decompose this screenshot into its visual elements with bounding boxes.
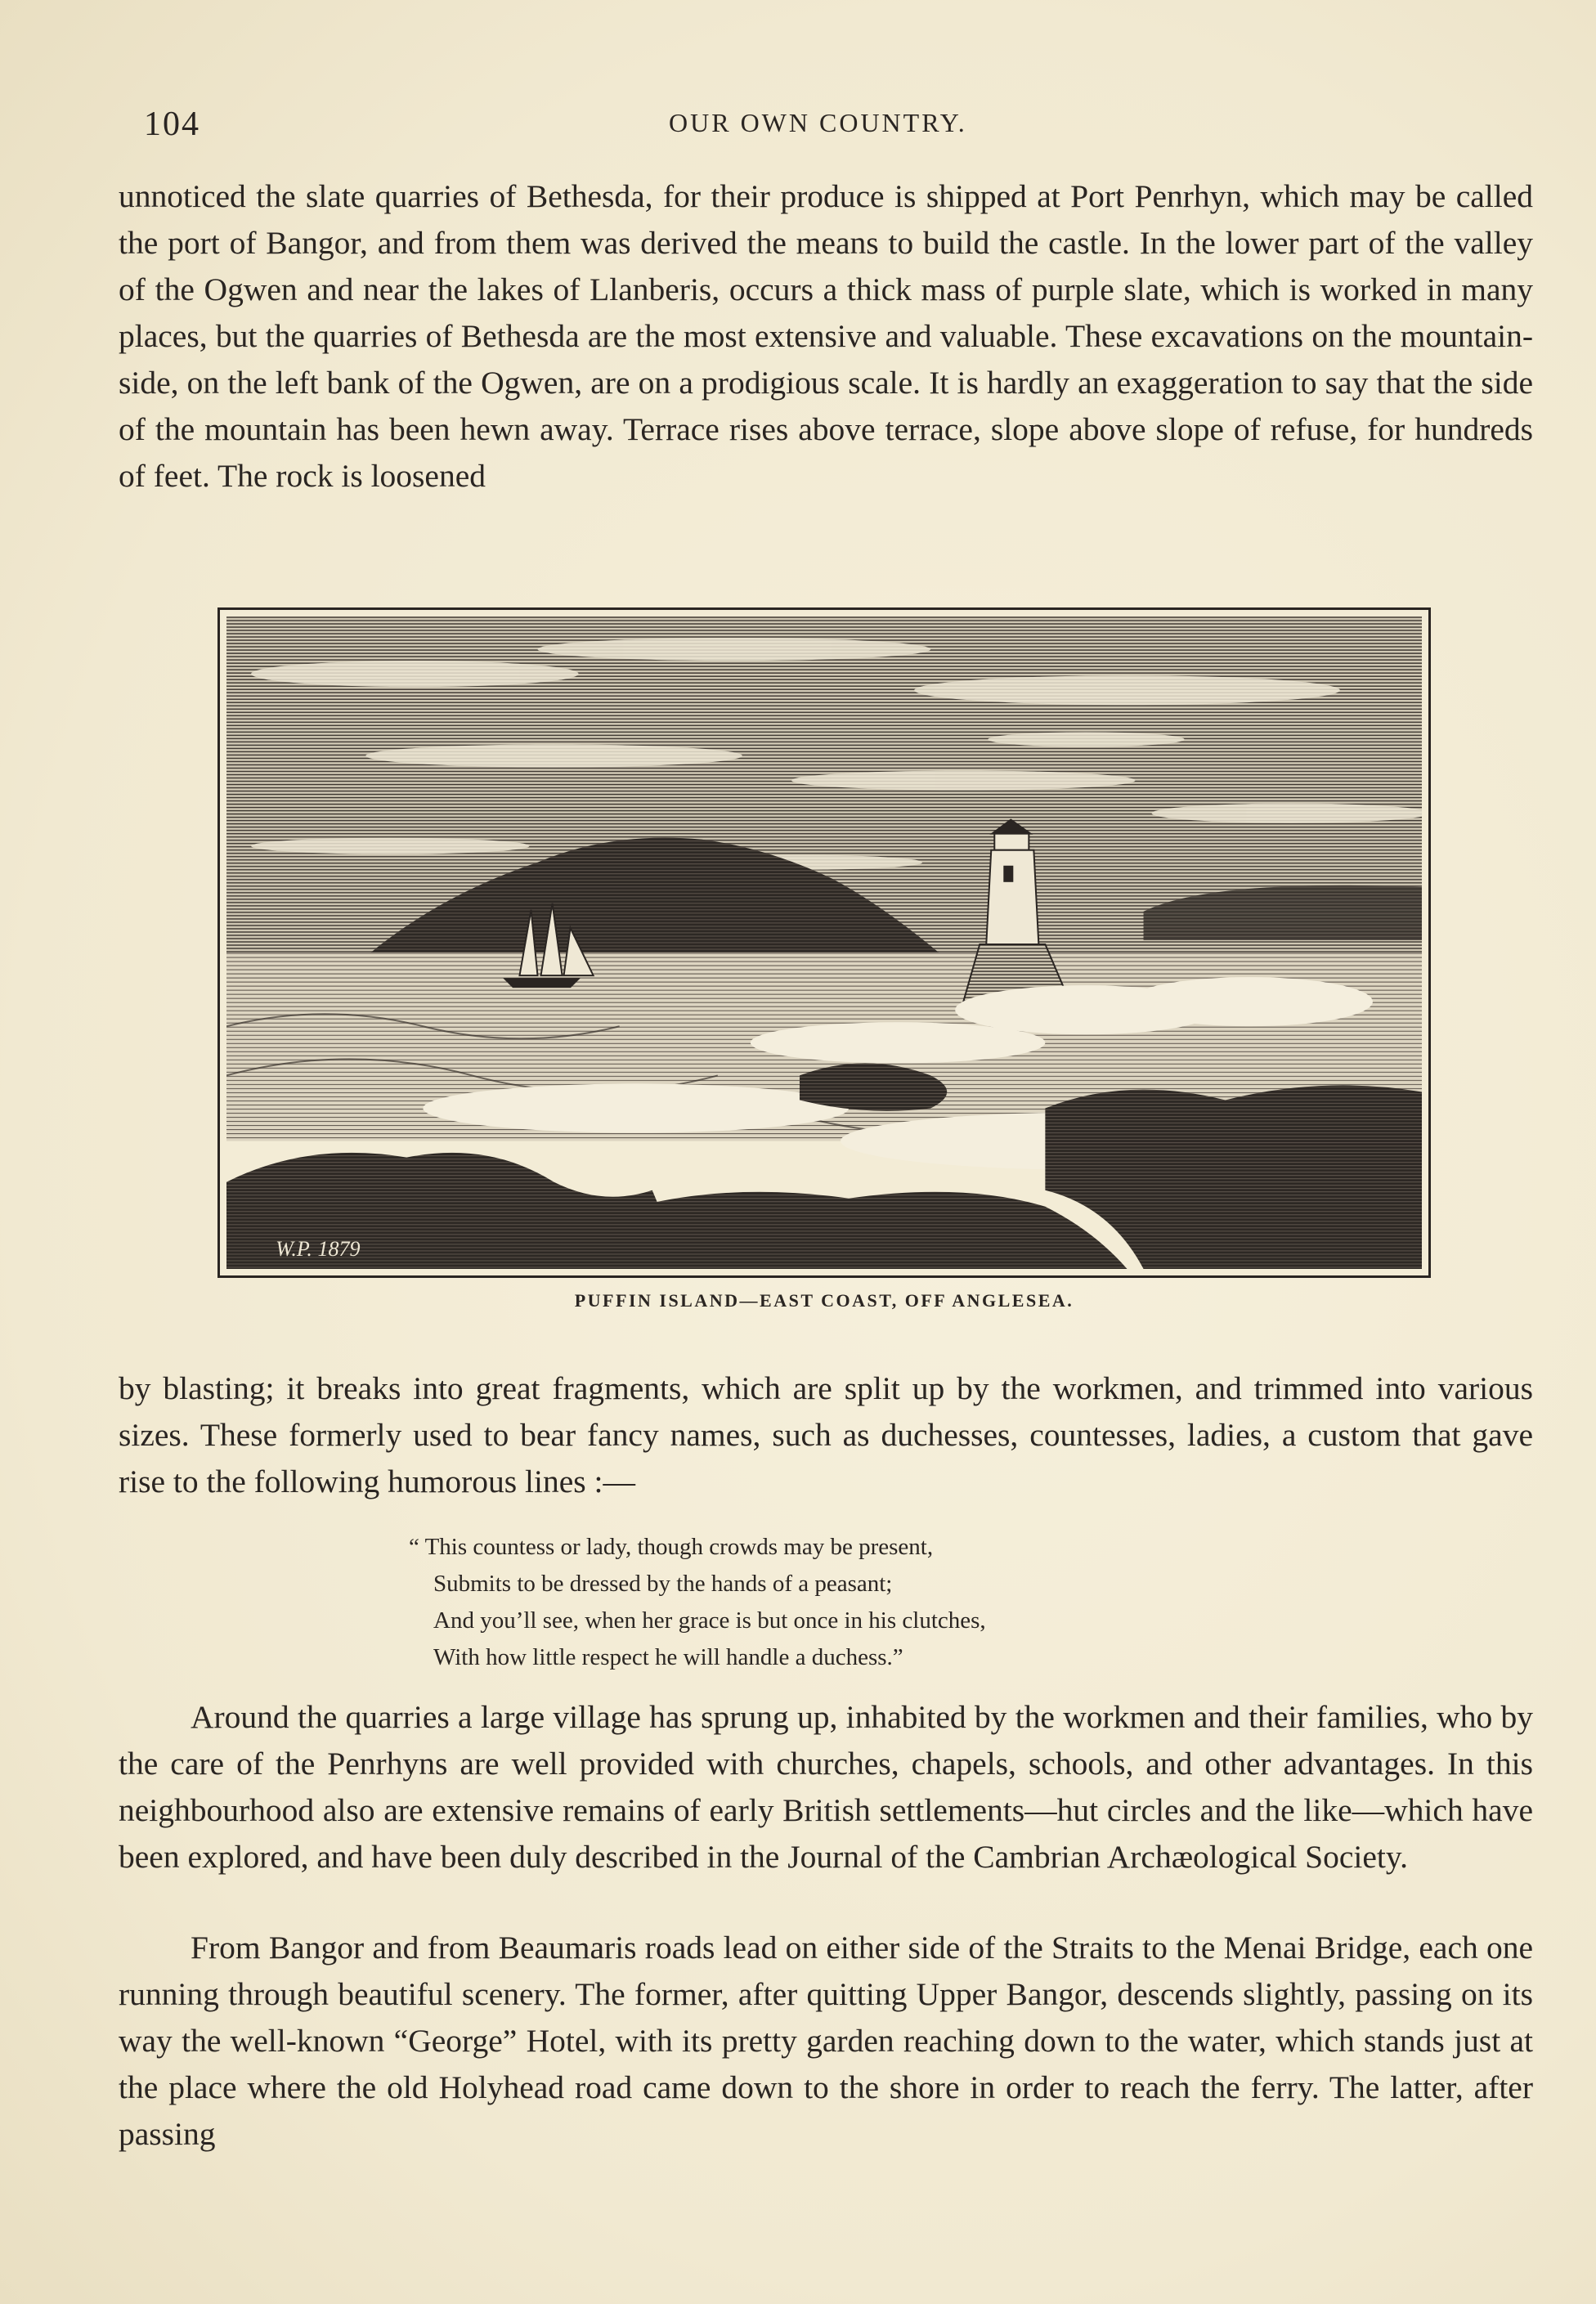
page-header xyxy=(0,105,1596,154)
verse-line: “ This countess or lady, though crowds may be present, xyxy=(409,1534,934,1560)
body-paragraph-3: Around the quarries a large village has sprung up, inhabited by the workmen and their families, who by the care of the Penrhyns are well provided with churches, chapels, schools, and other advantages. In this neighbourhood also are extensive remains of early British settlements—hut circles and the like—which have been explored, and have been duly described in the Journal of the Cambrian Archæological Society. xyxy=(119,1699,1533,1875)
verse-line: With how little respect he will handle a duchess.” xyxy=(433,1644,903,1670)
verse-quotation xyxy=(409,1529,986,1676)
puffin-island-engraving xyxy=(226,616,1422,1269)
running-title: OUR OWN COUNTRY. xyxy=(669,108,967,137)
verse-line: Submits to be dressed by the hands of a peasant; xyxy=(433,1571,893,1597)
figure-caption: PUFFIN ISLAND—EAST COAST, OFF ANGLESEA. xyxy=(574,1290,1074,1311)
engraving-illustration xyxy=(217,607,1431,1278)
verse-line: And you’ll see, when her grace is but once in his clutches, xyxy=(433,1607,986,1634)
page-number: 104 xyxy=(144,105,200,143)
body-paragraph-1: unnoticed the slate quarries of Bethesda, for their produce is shipped at Port Penrhyn, which may be called the port of Bangor, and from them was derived the means to build the castle. In the lower part of the valley of the Ogwen and near the lakes of Llanberis, occurs a thick mass of purple slate, which is worked in many places, but the quarries of Bethesda are the most extensive and valuable. These excavations on the mountain-side, on the left bank of the Ogwen, are on a prodigious scale. It is hardly an exaggeration to say that the side of the mountain has been hewn away. Terrace rises above terrace, slope above slope of refuse, for hundreds of feet. The rock is loosened xyxy=(119,178,1533,494)
engraver-signature: W.P. 1879 xyxy=(276,1236,361,1261)
body-paragraph-2: by blasting; it breaks into great fragments, which are split up by the workmen, and trimmed into various sizes. These formerly used to bear fancy names, such as duchesses, countesses, ladies, a custom that gave rise to the following humorous lines :— xyxy=(119,1370,1533,1499)
body-paragraph-4: From Bangor and from Beaumaris roads lead on either side of the Straits to the Menai Bridge, each one running through beautiful scenery. The former, after quitting Upper Bangor, descends slightly, passing on its way the well-known “George” Hotel, with its pretty garden reaching down to the water, which stands just at the place where the old Holyhead road came down to the shore in order to reach the ferry. The latter, after passing xyxy=(119,1930,1533,2152)
